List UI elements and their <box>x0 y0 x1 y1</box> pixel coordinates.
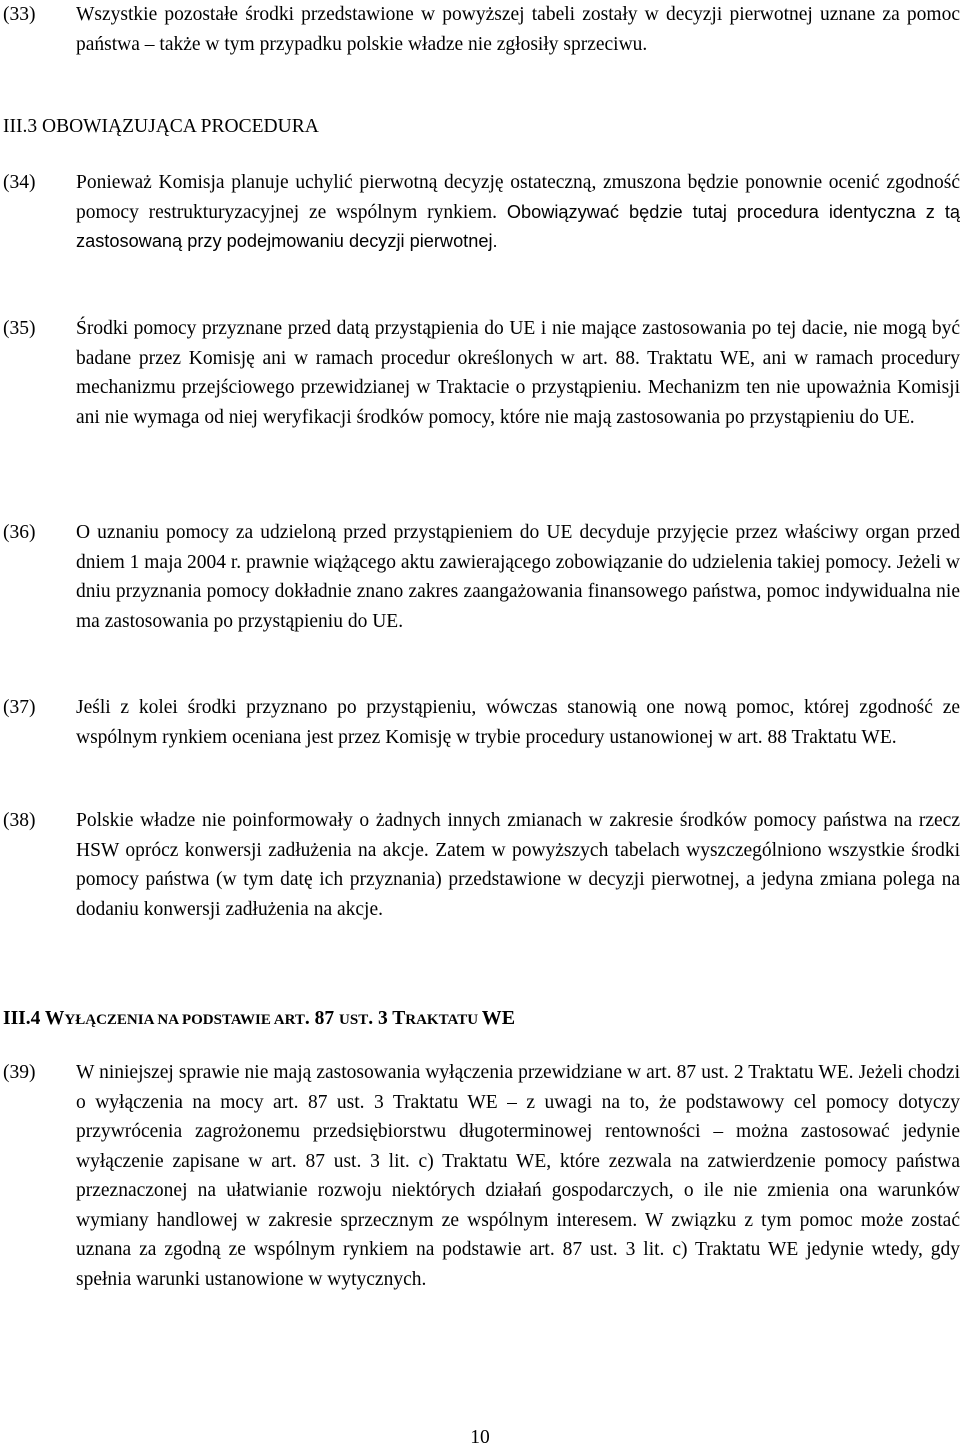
paragraph-text: Jeśli z kolei środki przyznano po przystąpieniu, wówczas stanowią one nową pomoc, której zgodność ze wspólnym rynkiem oceniana jest przez Komisję w trybie procedury ustanowionej w art. 88 Traktatu WE. <box>76 697 960 748</box>
paragraph-text: Polskie władze nie poinformowały o żadnych innych zmianach w zakresie środków pomocy państwa na rzecz HSW oprócz konwersji zadłużenia na akcje. Zatem w powyższych tabelach wyszczególniono wszystkie środki pomocy państwa (w tym datę ich przyznania) przedstawione w decyzji pierwotnej, a jedyna zmiana polega na dodaniu konwersji zadłużenia na akcje. <box>76 810 960 920</box>
paragraph-number: (37) <box>3 697 36 718</box>
heading-part: RAKTATU <box>405 1012 482 1028</box>
paragraph-text: W niniejszej sprawie nie mają zastosowania wyłączenia przewidziane w art. 87 ust. 2 Traktatu WE. Jeżeli chodzi o wyłączenia na mocy art. 87 ust. 3 Traktatu WE – z uwagi na to, że podstawowy cel pomocy dotyczy przywrócenia zagrożonemu przedsiębiorstwu długoterminowej rentowności – można zastosować jedynie wyłączenie zapisane w art. 87 ust. 3 lit. c) Traktatu WE, które zezwala na zatwierdzenie pomocy państwa przeznaczonej na ułatwianie rozwoju niektórych działań gospodarczych, o ile nie zmienia ona warunków wymiany handlowej w zakresie sprzecznym ze wspólnym interesem. W związku z tym pomoc może zostać uznana za zgodną ze wspólnym rynkiem na podstawie art. 87 ust. 3 lit. c) Traktatu WE jedynie wtedy, gdy spełnia warunki ustanowione w wytycznych. <box>76 1062 960 1290</box>
paragraph-text: O uznaniu pomocy za udzieloną przed przystąpieniem do UE decyduje przyjęcie przez właściwy organ przed dniem 1 maja 2004 r. prawnie wiążącego aktu zawierającego zobowiązanie do udzielenia takiej pomocy. Jeżeli w dniu przyznania pomocy dokładnie znano zakres zaangażowania finansowego państwa, pomoc indywidualna nie ma zastosowania po przystąpieniu do UE. <box>76 522 960 632</box>
paragraph-text-sans: Obowiązywać będzie tutaj procedura identyczna z tą zastosowaną przy podejmowaniu decyzji pierwotnej. <box>76 201 960 251</box>
paragraph-number: (36) <box>3 522 36 543</box>
heading-part: . 87 <box>304 1008 340 1029</box>
heading-part: YŁĄCZENIA NA PODSTAWIE ART <box>64 1012 305 1028</box>
paragraph-text: Wszystkie pozostałe środki przedstawione w powyższej tabeli zostały w decyzji pierwotnej uznane za pomoc państwa – także w tym przypadku polskie władze nie zgłosiły sprzeciwu. <box>76 4 960 55</box>
heading-part: III.4 W <box>3 1008 65 1029</box>
paragraph-number: (33) <box>3 4 36 25</box>
paragraph-text <box>76 168 960 257</box>
paragraph-text: Środki pomocy przyznane przed datą przystąpienia do UE i nie mające zastosowania po tej dacie, nie mogą być badane przez Komisję ani w ramach procedur określonych w art. 88. Traktatu WE, ani w ramach procedury mechanizmu przejściowego przewidzianej w Traktacie o przystąpieniu. Mechanizm ten nie upoważnia Komisji ani nie wymaga od niej weryfikacji środków pomocy, które nie mają zastosowania po przystąpieniu do UE. <box>76 318 960 428</box>
paragraph-number: (38) <box>3 810 36 831</box>
paragraph-number: (39) <box>3 1062 36 1083</box>
heading-part: UST <box>339 1012 369 1028</box>
section-heading-III-3: III.3 OBOWIĄZUJĄCA PROCEDURA <box>3 116 319 137</box>
page-number: 10 <box>470 1427 490 1448</box>
paragraph-text-serif: Ponieważ Komisja planuje uchylić pierwotną decyzję ostateczną, zmuszona będzie ponownie ocenić zgodność pomocy restrukturyzacyjnej ze wspólnym rynkiem. <box>76 172 960 223</box>
heading-part: WE <box>481 1007 516 1029</box>
paragraph-number: (34) <box>3 172 36 193</box>
paragraph-number: (35) <box>3 318 36 339</box>
section-heading-III-4 <box>3 1004 515 1034</box>
heading-part: . 3 T <box>368 1008 406 1029</box>
